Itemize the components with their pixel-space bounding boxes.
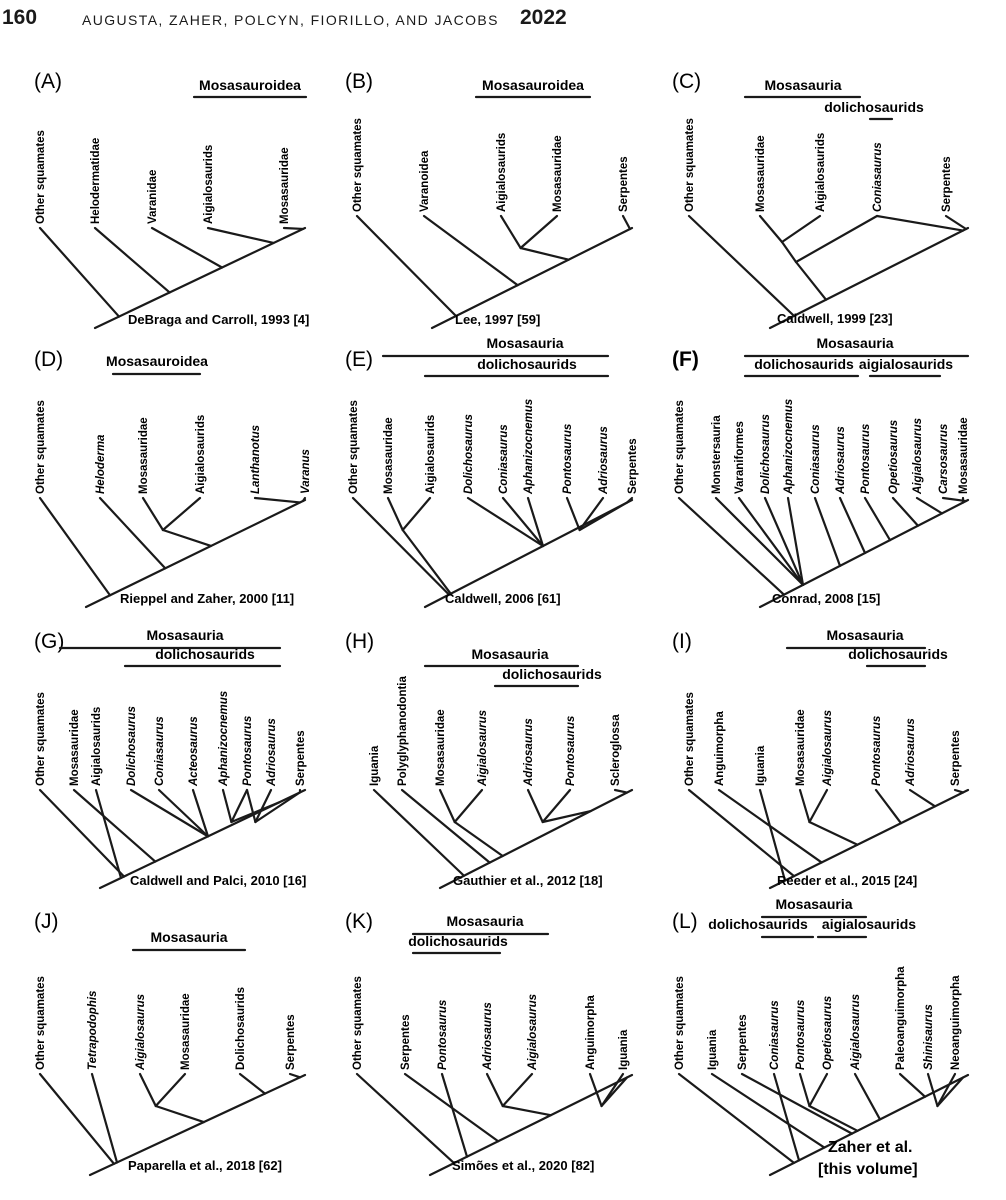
tip-label-aigialosaurus: Aigialosaurus: [135, 993, 147, 1070]
tree-branch: [689, 216, 794, 316]
tree-branch: [131, 790, 208, 836]
tip-label-dolichosaurus: Dolichosaurus: [760, 414, 772, 494]
panel-e: [345, 335, 639, 607]
tree-branch: [800, 1074, 809, 1106]
tip-label-dolichosaurids: Dolichosaurids: [235, 986, 247, 1070]
tip-label-other-squamates: Other squamates: [348, 400, 360, 494]
tree-branch: [760, 216, 782, 242]
tip-label-dolichosaurus: Dolichosaurus: [463, 414, 475, 494]
clade-label-aigialosaurids: aigialosaurids: [821, 916, 917, 932]
panel-b: [345, 70, 632, 328]
tree-branch: [955, 790, 963, 792]
clade-label-dolichosaurids: dolichosaurids: [754, 356, 854, 372]
tree-branch: [96, 790, 121, 878]
panel-a: [34, 70, 309, 328]
tree-branch: [900, 1074, 925, 1097]
tip-label-aigialosaurus: Aigialosaurus: [912, 417, 924, 494]
citation: Gauthier et al., 2012 [18]: [453, 873, 603, 888]
tip-label-pontosaurus: Pontosaurus: [562, 423, 574, 494]
tree-branch: [40, 498, 110, 595]
citation: Caldwell, 1999 [23]: [777, 311, 893, 326]
tree-branch: [800, 790, 809, 822]
tree-branch: [876, 790, 901, 823]
tip-label-tetrapodophis: Tetrapodophis: [87, 990, 99, 1070]
tip-label-aigialosaurids: Aigialosaurids: [91, 706, 103, 786]
tree-branch: [95, 228, 170, 292]
panel-k: [345, 910, 632, 1175]
tree-branch: [455, 790, 482, 822]
clade-label-dolichosaurids: dolichosaurids: [708, 916, 808, 932]
clade-label-mosasauria: Mosasauria: [764, 77, 842, 93]
tree-branch: [357, 216, 456, 316]
tree-branch: [567, 498, 580, 530]
tip-label-serpentes: Serpentes: [285, 1014, 297, 1070]
tree-branch: [528, 790, 543, 822]
tip-label-serpentes: Serpentes: [618, 156, 630, 212]
tip-label-coniasaurus: Coniasaurus: [872, 142, 884, 212]
tip-label-coniasaurus: Coniasaurus: [769, 1000, 781, 1070]
tip-label-iguania: Iguania: [707, 1029, 719, 1070]
tree-branch: [521, 248, 569, 260]
panel-label: (D): [34, 348, 64, 371]
tip-label-mosasauridae: Mosasauridae: [279, 147, 291, 224]
tip-label-serpentes: Serpentes: [295, 730, 307, 786]
tree-branch: [468, 498, 543, 546]
tree-branch: [815, 498, 840, 566]
tree-branch: [893, 498, 918, 526]
tip-label-aigialosaurids: Aigialosaurids: [203, 144, 215, 224]
tree-branch: [615, 790, 627, 793]
clade-label-dolichosaurids: dolichosaurids: [848, 646, 948, 662]
tip-label-varaniformes: Varaniformes: [734, 421, 746, 494]
tree-branch: [208, 228, 274, 243]
tip-label-other-squamates: Other squamates: [684, 118, 696, 212]
panel-label: (J): [34, 910, 59, 933]
panel-g: [34, 627, 307, 888]
tree-branch: [809, 822, 857, 845]
tree-branch: [40, 790, 124, 877]
tip-label-adriosaurus: Adriosaurus: [266, 718, 278, 786]
tip-label-polyglyphanodontia: Polyglyphanodontia: [397, 676, 409, 786]
tip-label-anguimorpha: Anguimorpha: [714, 711, 726, 786]
tip-label-adriosaurus: Adriosaurus: [835, 426, 847, 494]
panel-c: [672, 70, 968, 328]
tree-branch: [353, 498, 449, 595]
tree-branch: [809, 790, 827, 822]
tip-label-adriosaurus: Adriosaurus: [598, 426, 610, 494]
panel-label: (B): [345, 70, 373, 93]
panel-label: (G): [34, 630, 65, 653]
clade-label-mosasauroidea: Mosasauroidea: [199, 77, 301, 93]
tip-label-serpentes: Serpentes: [950, 730, 962, 786]
citation: DeBraga and Carroll, 1993 [4]: [128, 312, 310, 327]
citation: Caldwell and Palci, 2010 [16]: [130, 873, 307, 888]
tip-label-coniasaurus: Coniasaurus: [810, 424, 822, 494]
tip-label-iguania: Iguania: [618, 1029, 630, 1070]
tree-branch: [782, 216, 820, 242]
tip-label-shinisaurus: Shinisaurus: [923, 1004, 935, 1070]
tree-branch: [156, 1106, 204, 1122]
tip-label-mosasauridae: Mosasauridae: [138, 417, 150, 494]
panel-j: [34, 910, 305, 1175]
tree-branch: [910, 790, 935, 806]
clade-label-dolichosaurids: dolichosaurids: [477, 356, 577, 372]
panel-label: (K): [345, 910, 373, 933]
clade-label-dolichosaurids: dolichosaurids: [824, 99, 924, 115]
tree-branch: [840, 498, 865, 553]
citation: Conrad, 2008 [15]: [772, 591, 881, 606]
tree-branch: [809, 1106, 857, 1131]
citation: Caldwell, 2006 [61]: [445, 591, 561, 606]
tree-branch: [503, 1106, 551, 1115]
tree-branch: [357, 1074, 454, 1163]
tip-label-other-squamates: Other squamates: [35, 400, 47, 494]
tree-branch: [809, 1074, 827, 1106]
panel-l: [672, 896, 968, 1178]
clade-label-mosasauria: Mosasauria: [471, 646, 549, 662]
tree-branch: [143, 498, 163, 530]
tree-branch: [503, 498, 543, 546]
tree-branch: [855, 1074, 880, 1119]
tip-label-other-squamates: Other squamates: [352, 118, 364, 212]
tip-label-aigialosaurids: Aigialosaurids: [195, 414, 207, 494]
clade-label-mosasauroidea: Mosasauroidea: [106, 353, 208, 369]
tree-branch: [163, 530, 211, 546]
panel-label: (C): [672, 70, 702, 93]
tree-branch: [487, 1074, 503, 1106]
tree-branch: [424, 216, 518, 285]
tree-branch: [223, 790, 231, 822]
tree-branch: [152, 228, 222, 268]
running-head-authors: AUGUSTA, ZAHER, POLCYN, FIORILLO, AND JACOBS: [82, 12, 499, 28]
tree-branch: [163, 498, 200, 530]
tip-label-serpentes: Serpentes: [627, 438, 639, 494]
panel-label: (L): [672, 910, 698, 933]
clade-label-dolichosaurids: dolichosaurids: [408, 933, 508, 949]
tree-branch: [92, 1074, 117, 1162]
tip-label-mosasauridae: Mosasauridae: [958, 417, 970, 494]
tree-branch: [521, 216, 557, 248]
panel-label: (E): [345, 348, 373, 371]
citation: Lee, 1997 [59]: [455, 312, 541, 327]
tip-label-monstersauria: Monstersauria: [711, 415, 723, 494]
tip-label-aphanizocnemus: Aphanizocnemus: [783, 398, 795, 494]
citation: Reeder et al., 2015 [24]: [777, 873, 918, 888]
tree-branch: [782, 242, 796, 262]
tip-label-adriosaurus: Adriosaurus: [482, 1002, 494, 1070]
tree-branch: [40, 1074, 114, 1164]
tip-label-paleoanguimorpha: Paleoanguimorpha: [895, 966, 907, 1070]
tip-label-aphanizocnemus: Aphanizocnemus: [523, 398, 535, 494]
clade-label-mosasauria: Mosasauria: [446, 913, 524, 929]
clade-label-mosasauria: Mosasauria: [816, 335, 894, 351]
panel-label: (H): [345, 630, 375, 653]
running-head-year: 2022: [520, 6, 567, 29]
tree-branch: [40, 228, 119, 317]
tree-branch: [156, 1074, 185, 1106]
tip-label-adriosaurus: Adriosaurus: [905, 718, 917, 786]
tip-label-iguania: Iguania: [369, 745, 381, 786]
tree-branch: [580, 498, 603, 530]
tip-label-mosasauridae: Mosasauridae: [755, 135, 767, 212]
citation: Rieppel and Zaher, 2000 [11]: [120, 591, 295, 606]
clade-label-mosasauria: Mosasauria: [150, 929, 228, 945]
tree-branch: [140, 1074, 156, 1106]
tree-branch: [74, 790, 155, 862]
tree-branch: [403, 530, 451, 594]
tip-label-pontosaurus: Pontosaurus: [795, 999, 807, 1070]
tree-branch: [503, 1074, 532, 1106]
tip-label-helodermatidae: Helodermatidae: [90, 137, 102, 224]
tip-label-mosasauridae: Mosasauridae: [552, 135, 564, 212]
clade-label-mosasauria: Mosasauria: [146, 627, 224, 643]
tip-label-aigialosaurids: Aigialosaurids: [425, 414, 437, 494]
tip-label-other-squamates: Other squamates: [35, 130, 47, 224]
tip-label-pontosaurus: Pontosaurus: [565, 715, 577, 786]
tip-label-lanthanotus: Lanthanotus: [250, 425, 262, 494]
clade-label-mosasauria: Mosasauria: [775, 896, 853, 912]
clade-label-mosasauroidea: Mosasauroidea: [482, 77, 584, 93]
tip-label-pontosaurus: Pontosaurus: [437, 999, 449, 1070]
tip-label-other-squamates: Other squamates: [674, 400, 686, 494]
tip-label-anguimorpha: Anguimorpha: [585, 995, 597, 1070]
clade-label-mosasauria: Mosasauria: [826, 627, 904, 643]
tip-label-carsosaurus: Carsosaurus: [938, 423, 950, 494]
tip-label-aigialosaurids: Aigialosaurids: [496, 132, 508, 212]
tip-label-aigialosaurus: Aigialosaurus: [850, 993, 862, 1070]
panel-f: [672, 335, 970, 607]
tip-label-dolichosaurus: Dolichosaurus: [126, 706, 138, 786]
tree-branch: [290, 1074, 300, 1077]
tree-branch: [501, 216, 521, 248]
citation: Simões et al., 2020 [82]: [452, 1158, 595, 1173]
tip-label-mosasauridae: Mosasauridae: [435, 709, 447, 786]
tip-label-aphanizocnemus: Aphanizocnemus: [218, 690, 230, 786]
tip-label-other-squamates: Other squamates: [35, 692, 47, 786]
tip-label-other-squamates: Other squamates: [684, 692, 696, 786]
panel-d: [34, 348, 312, 607]
tip-label-aigialosaurus: Aigialosaurus: [527, 993, 539, 1070]
tip-label-other-squamates: Other squamates: [352, 976, 364, 1070]
tip-label-scleroglossa: Scleroglossa: [610, 714, 622, 786]
tip-label-varanus: Varanus: [300, 449, 312, 494]
clade-label-dolichosaurids: dolichosaurids: [502, 666, 602, 682]
tip-label-coniasaurus: Coniasaurus: [154, 716, 166, 786]
tree-branch: [623, 216, 630, 229]
tree-branch: [917, 498, 942, 513]
panel-h: [345, 630, 632, 888]
panel-label: (F): [672, 348, 699, 371]
tree-branch: [440, 790, 455, 822]
tip-label-serpentes: Serpentes: [400, 1014, 412, 1070]
tree-branch: [255, 498, 300, 502]
tip-label-neoanguimorpha: Neoanguimorpha: [950, 975, 962, 1070]
panel-i: [672, 627, 968, 888]
tip-label-aigialosaurids: Aigialosaurids: [815, 132, 827, 212]
tree-branch: [865, 498, 890, 540]
tip-label-aigialosaurus: Aigialosaurus: [477, 709, 489, 786]
tip-label-pontosaurus: Pontosaurus: [871, 715, 883, 786]
tip-label-serpentes: Serpentes: [737, 1014, 749, 1070]
tip-label-mosasauridae: Mosasauridae: [69, 709, 81, 786]
tip-label-coniasaurus: Coniasaurus: [498, 424, 510, 494]
citation-line-1: Zaher et al.: [828, 1139, 913, 1156]
panel-label: (A): [34, 70, 62, 93]
tip-label-other-squamates: Other squamates: [35, 976, 47, 1070]
tip-label-iguania: Iguania: [755, 745, 767, 786]
tip-label-opetiosaurus: Opetiosaurus: [822, 995, 834, 1070]
tip-label-other-squamates: Other squamates: [674, 976, 686, 1070]
tip-label-heloderma: Heloderma: [95, 434, 107, 494]
tip-label-mosasauridae: Mosasauridae: [180, 993, 192, 1070]
tip-label-mosasauridae: Mosasauridae: [795, 709, 807, 786]
clade-label-aigialosaurids: aigialosaurids: [858, 356, 954, 372]
tip-label-opetiosaurus: Opetiosaurus: [888, 419, 900, 494]
clade-label-dolichosaurids: dolichosaurids: [155, 646, 255, 662]
tip-label-serpentes: Serpentes: [941, 156, 953, 212]
citation-line-2: [this volume]: [818, 1161, 918, 1178]
tree-branch: [712, 1074, 824, 1148]
tip-label-varanidae: Varanidae: [147, 169, 159, 224]
page-number: 160: [2, 6, 38, 29]
tree-branch: [284, 228, 303, 229]
tree-branch: [388, 498, 403, 530]
citation: Paparella et al., 2018 [62]: [128, 1158, 282, 1173]
tip-label-pontosaurus: Pontosaurus: [860, 423, 872, 494]
tip-label-aigialosaurus: Aigialosaurus: [822, 709, 834, 786]
tree-branch: [100, 498, 165, 568]
tip-label-acteosaurus: Acteosaurus: [188, 716, 200, 786]
tree-branch: [796, 262, 826, 300]
tip-label-mosasauridae: Mosasauridae: [383, 417, 395, 494]
panel-label: (I): [672, 630, 692, 653]
tree-branch: [580, 503, 627, 530]
tip-label-varanoidea: Varanoidea: [419, 150, 431, 212]
tree-branch: [240, 1074, 265, 1094]
tip-label-adriosaurus: Adriosaurus: [523, 718, 535, 786]
clade-label-mosasauria: Mosasauria: [486, 335, 564, 351]
tip-label-pontosaurus: Pontosaurus: [242, 715, 254, 786]
tree-branch: [602, 1077, 627, 1106]
tree-branch: [403, 498, 430, 530]
